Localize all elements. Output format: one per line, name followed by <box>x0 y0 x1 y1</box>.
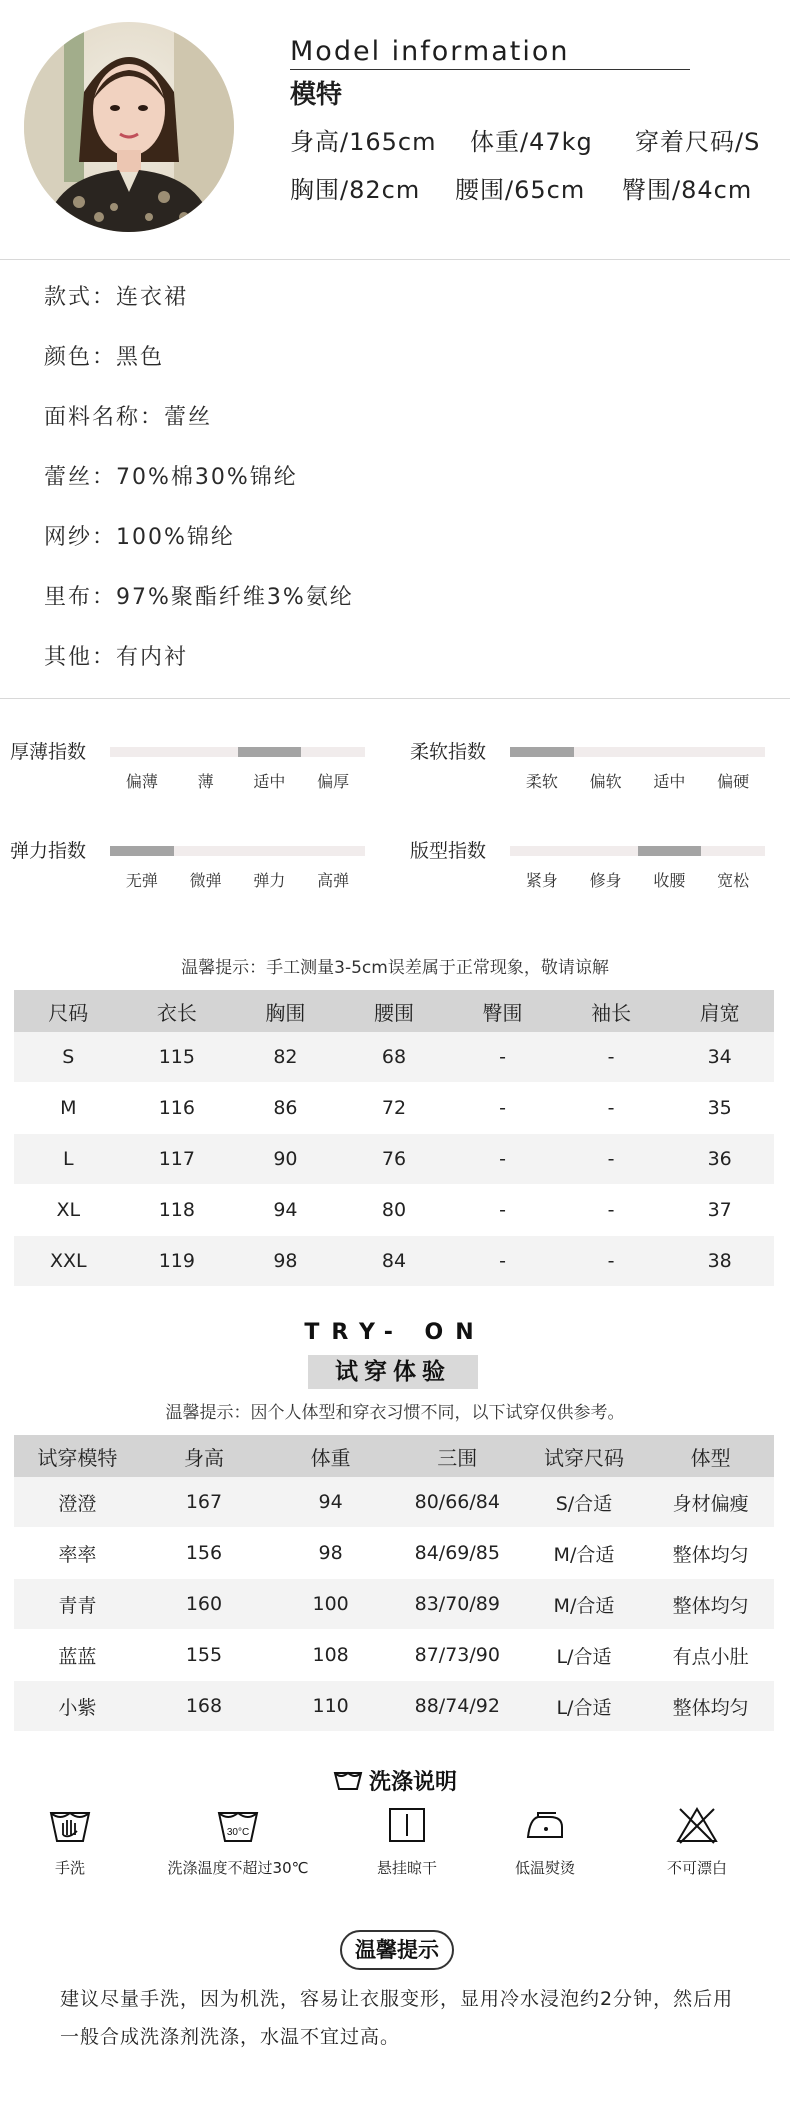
table-cell: 167 <box>141 1477 268 1528</box>
index-bar-fill <box>110 846 174 856</box>
table-cell: 蓝蓝 <box>14 1630 141 1681</box>
wash-item-hand-wash <box>0 1805 145 1878</box>
index-bar <box>510 846 765 856</box>
table-cell: L/合适 <box>521 1681 648 1732</box>
table-cell: 90 <box>231 1134 340 1185</box>
hang-dry-icon <box>384 1805 430 1845</box>
index-option: 偏硬 <box>717 772 750 791</box>
model-waist: 腰围/65cm <box>455 176 586 204</box>
wash-label: 低温熨烫 <box>514 1859 575 1877</box>
table-cell: 168 <box>141 1681 268 1732</box>
table-cell: 84 <box>340 1236 449 1287</box>
column-header: 三围 <box>394 1435 521 1477</box>
index-option: 薄 <box>197 772 214 791</box>
wash-item-no-bleach <box>622 1805 772 1878</box>
table-cell: 94 <box>231 1185 340 1236</box>
table-cell: 小紫 <box>14 1681 141 1732</box>
column-header: 体重 <box>267 1435 394 1477</box>
table-row <box>14 1134 774 1185</box>
table-cell: 80/66/84 <box>394 1477 521 1528</box>
table-row <box>14 1528 774 1579</box>
table-cell: 94 <box>267 1477 394 1528</box>
index-option: 偏薄 <box>125 772 158 791</box>
table-cell: - <box>557 1134 666 1185</box>
index-bar-fill <box>510 747 574 757</box>
index-option: 紧身 <box>525 871 558 890</box>
table-row <box>14 1236 774 1287</box>
table-cell: 有点小肚 <box>647 1630 774 1681</box>
table-cell: S <box>14 1032 123 1083</box>
table-cell: 87/73/90 <box>394 1630 521 1681</box>
tryon-table <box>14 1435 774 1732</box>
table-cell: 110 <box>267 1681 394 1732</box>
table-cell: L <box>14 1134 123 1185</box>
index-option: 修身 <box>589 871 622 890</box>
index-option: 偏软 <box>589 772 622 791</box>
divider <box>0 259 790 260</box>
attribute-lace: 蕾丝：70%棉30%锦纶 <box>44 465 298 490</box>
table-cell: M/合适 <box>521 1579 648 1630</box>
wash-30-icon <box>215 1805 261 1845</box>
table-cell: XXL <box>14 1236 123 1287</box>
table-header-row <box>14 990 774 1032</box>
column-header: 试穿模特 <box>14 1435 141 1477</box>
table-cell: - <box>448 1032 557 1083</box>
table-cell: 青青 <box>14 1579 141 1630</box>
model-info-title: Model information <box>290 36 690 70</box>
table-row <box>14 1630 774 1681</box>
table-cell: 整体均匀 <box>647 1681 774 1732</box>
table-cell: 88/74/92 <box>394 1681 521 1732</box>
table-cell: 108 <box>267 1630 394 1681</box>
table-cell: 80 <box>340 1185 449 1236</box>
low-iron-icon <box>522 1805 568 1845</box>
model-size: 穿着尺码/S <box>635 128 761 156</box>
wash-label: 悬挂晾干 <box>376 1859 437 1877</box>
index-title: 弹力指数 <box>10 840 87 862</box>
notice-text: 建议尽量手洗，因为机洗，容易让衣服变形，显用冷水浸泡约2分钟，然后用一般合成洗涤剂洗涤，水温不宜过高。 <box>60 1988 734 2048</box>
table-cell: 116 <box>123 1083 232 1134</box>
column-header: 腰围 <box>340 990 449 1032</box>
column-header: 胸围 <box>231 990 340 1032</box>
model-hip: 臀围/84cm <box>622 176 753 204</box>
attribute-style: 款式：连衣裙 <box>44 285 189 310</box>
table-cell: 82 <box>231 1032 340 1083</box>
table-cell: S/合适 <box>521 1477 648 1528</box>
index-option: 宽松 <box>717 871 750 890</box>
column-header: 试穿尺码 <box>521 1435 648 1477</box>
wash-temp-text: 30°C <box>226 1827 250 1838</box>
column-header: 体型 <box>647 1435 774 1477</box>
table-cell: - <box>557 1185 666 1236</box>
table-cell: 38 <box>665 1236 774 1287</box>
table-cell: - <box>448 1185 557 1236</box>
attribute-lining: 里布：97%聚酯纤维3%氨纶 <box>44 585 354 610</box>
table-cell: 117 <box>123 1134 232 1185</box>
index-option: 收腰 <box>653 871 686 890</box>
wash-title-text: 洗涤说明 <box>368 1770 457 1795</box>
wash-title <box>0 1765 790 1796</box>
table-cell: - <box>557 1236 666 1287</box>
wash-label: 洗涤温度不超过30℃ <box>167 1859 309 1877</box>
table-cell: 37 <box>665 1185 774 1236</box>
notice-title: 温馨提示 <box>340 1930 454 1970</box>
table-cell: 118 <box>123 1185 232 1236</box>
table-cell: 澄澄 <box>14 1477 141 1528</box>
table-cell: 100 <box>267 1579 394 1630</box>
table-cell: - <box>557 1083 666 1134</box>
column-header: 尺码 <box>14 990 123 1032</box>
basin-icon <box>333 1770 363 1792</box>
table-row <box>14 1185 774 1236</box>
wash-item-hang-dry <box>332 1805 482 1878</box>
wash-item-iron <box>470 1805 620 1878</box>
table-cell: - <box>448 1134 557 1185</box>
table-cell: 35 <box>665 1083 774 1134</box>
table-cell: 整体均匀 <box>647 1528 774 1579</box>
attribute-color: 颜色：黑色 <box>44 345 165 370</box>
index-bar <box>510 747 765 757</box>
column-header: 臀围 <box>448 990 557 1032</box>
wash-label: 不可漂白 <box>666 1859 727 1877</box>
product-attributes <box>44 280 354 700</box>
index-bar <box>110 846 365 856</box>
table-cell: 156 <box>141 1528 268 1579</box>
index-option: 微弹 <box>189 871 222 890</box>
size-table-tip: 温馨提示：手工测量3-5cm误差属于正常现象，敬请谅解 <box>181 958 609 978</box>
table-cell: M/合适 <box>521 1528 648 1579</box>
table-cell: 83/70/89 <box>394 1579 521 1630</box>
divider <box>0 698 790 699</box>
table-cell: 160 <box>141 1579 268 1630</box>
model-label: 模特 <box>290 80 343 110</box>
index-option: 弹力 <box>253 871 286 890</box>
index-option: 偏厚 <box>317 772 350 791</box>
table-row <box>14 1579 774 1630</box>
index-option: 无弹 <box>125 871 158 890</box>
table-row <box>14 1032 774 1083</box>
index-option: 适中 <box>653 772 686 791</box>
index-title: 柔软指数 <box>410 741 487 763</box>
table-cell: 115 <box>123 1032 232 1083</box>
table-cell: 98 <box>267 1528 394 1579</box>
table-cell: L/合适 <box>521 1630 648 1681</box>
table-cell: - <box>448 1083 557 1134</box>
tryon-tip: 温馨提示：因个人体型和穿衣习惯不同，以下试穿仅供参考。 <box>165 1403 625 1423</box>
hand-wash-icon <box>47 1805 93 1845</box>
table-cell: 36 <box>665 1134 774 1185</box>
table-cell: M <box>14 1083 123 1134</box>
table-cell: 119 <box>123 1236 232 1287</box>
model-info-section <box>0 0 790 260</box>
table-cell: 72 <box>340 1083 449 1134</box>
index-bar <box>110 747 365 757</box>
attribute-fabric: 面料名称：蕾丝 <box>44 405 213 430</box>
column-header: 身高 <box>141 1435 268 1477</box>
table-cell: 155 <box>141 1630 268 1681</box>
table-cell: 率率 <box>14 1528 141 1579</box>
column-header: 袖长 <box>557 990 666 1032</box>
model-bust: 胸围/82cm <box>290 176 421 204</box>
table-row <box>14 1681 774 1732</box>
index-option: 适中 <box>253 772 286 791</box>
tryon-title-en: TRY- ON <box>304 1320 486 1345</box>
table-cell: 68 <box>340 1032 449 1083</box>
table-cell: 98 <box>231 1236 340 1287</box>
model-avatar <box>24 22 234 232</box>
index-bar-fill <box>238 747 302 757</box>
table-cell: 76 <box>340 1134 449 1185</box>
table-cell: 84/69/85 <box>394 1528 521 1579</box>
no-bleach-icon <box>674 1805 720 1845</box>
wash-label: 手洗 <box>54 1859 85 1877</box>
index-title: 版型指数 <box>410 840 487 862</box>
attribute-mesh: 网纱：100%锦纶 <box>44 525 235 550</box>
table-row <box>14 1083 774 1134</box>
column-header: 衣长 <box>123 990 232 1032</box>
table-row <box>14 1477 774 1528</box>
table-cell: - <box>448 1236 557 1287</box>
tryon-title-cn: 试穿体验 <box>308 1355 478 1389</box>
attribute-other: 其他：有内衬 <box>44 645 189 670</box>
wash-item-temperature <box>163 1805 313 1878</box>
table-cell: - <box>557 1032 666 1083</box>
index-bar-fill <box>638 846 702 856</box>
table-cell: 34 <box>665 1032 774 1083</box>
table-header-row <box>14 1435 774 1477</box>
size-table <box>14 990 774 1287</box>
table-cell: 身材偏瘦 <box>647 1477 774 1528</box>
table-cell: 整体均匀 <box>647 1579 774 1630</box>
model-height: 身高/165cm <box>290 128 437 156</box>
index-title: 厚薄指数 <box>10 741 87 763</box>
index-option: 高弹 <box>317 871 350 890</box>
index-option: 柔软 <box>525 772 558 791</box>
model-weight: 体重/47kg <box>470 128 593 156</box>
table-cell: XL <box>14 1185 123 1236</box>
column-header: 肩宽 <box>665 990 774 1032</box>
table-cell: 86 <box>231 1083 340 1134</box>
